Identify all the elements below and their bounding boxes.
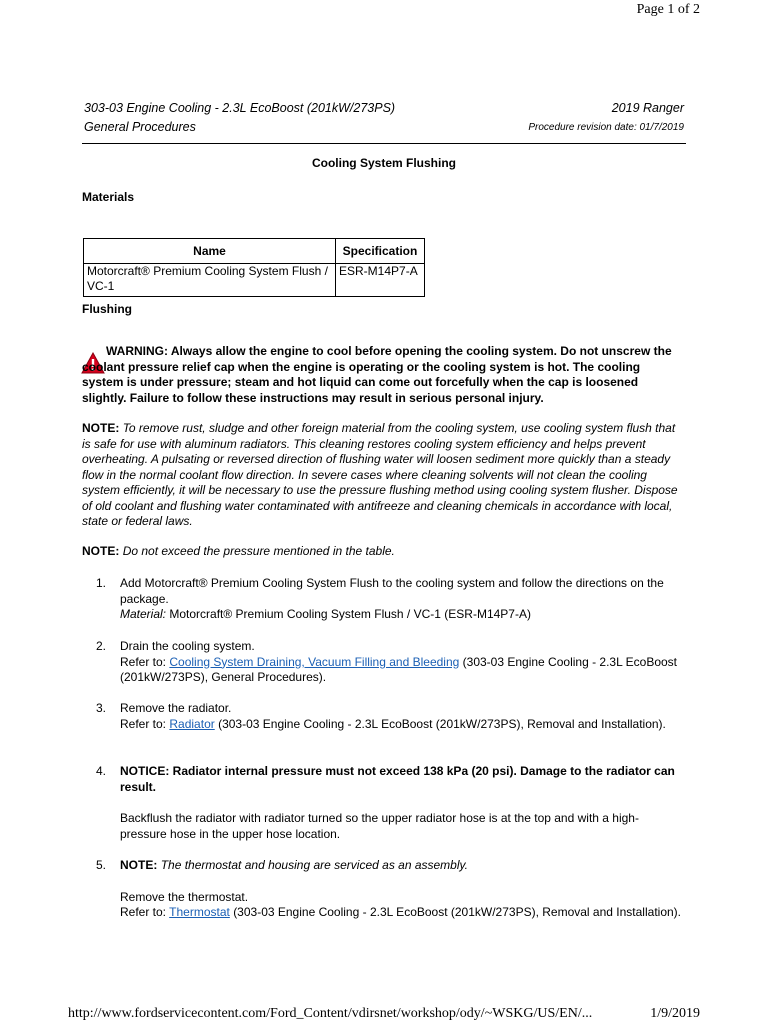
note-label: NOTE:: [82, 421, 120, 435]
material-name-cell: Motorcraft® Premium Cooling System Flush / VC-1: [84, 264, 336, 297]
refer-label: Refer to:: [120, 654, 167, 669]
footer-url: http://www.fordservicecontent.com/Ford_Content/vdirsnet/workshop/ody/~WSKG/US/EN/...: [68, 1006, 593, 1021]
table-row: [84, 264, 425, 297]
note-label: NOTE:: [82, 544, 120, 558]
header-section: 303-03 Engine Cooling - 2.3L EcoBoost (201kW/273PS): [84, 101, 396, 115]
reference-link-radiator[interactable]: Radiator: [169, 716, 215, 731]
header-vehicle: 2019 Ranger: [611, 101, 684, 115]
step-text: Drain the cooling system.: [120, 639, 255, 653]
step-number: 5.: [96, 858, 107, 872]
refer-label: Refer to:: [120, 716, 167, 731]
step-material: [120, 607, 682, 623]
step-number: 4.: [96, 764, 107, 778]
reference-link-draining[interactable]: Cooling System Draining, Vacuum Filling and Bleeding: [169, 654, 460, 669]
column-header-name: Name: [84, 239, 336, 264]
procedure-step: [96, 576, 682, 623]
refer-label: Refer to:: [120, 905, 167, 919]
warning-label: WARNING:: [106, 344, 168, 358]
column-header-specification: Specification: [336, 239, 425, 264]
step-note: [120, 858, 682, 874]
step-reference: [120, 905, 682, 921]
warning-block: [82, 344, 682, 406]
material-value: Motorcraft® Premium Cooling System Flush / VC-1 (ESR-M14P7-A): [169, 607, 531, 621]
header-divider: [82, 143, 686, 144]
note-text: To remove rust, sludge and other foreign material from the cooling system, use cooling system flush that is safe for use with aluminum radiators. This cleaning restores cooling system efficiency and helps prevent overheating. A pulsating or reversed direction of flushing water will loosen sediment more quickly than a steady flow in the normal coolant flow direction. In severe cases where cleaning solvents will not clean the cooling system efficiently, it will be necessary to use the pressure flushing method using cooling system flusher. Dispose of old coolant and flushing water contaminated with antifreeze and cleaning chemicals in accordance with local, state or federal laws.: [82, 421, 678, 528]
step-reference: [120, 655, 682, 686]
footer-date: 1/9/2019: [650, 1006, 700, 1021]
step-reference: [120, 717, 682, 733]
step-notice: NOTICE: Radiator internal pressure must not exceed 138 kPa (20 psi). Damage to the radiator can result.: [120, 764, 675, 794]
procedure-step: [96, 858, 682, 921]
note-label: NOTE:: [120, 858, 158, 872]
note-block: [82, 421, 682, 530]
step-number: 1.: [96, 576, 107, 590]
reference-context: (303-03 Engine Cooling - 2.3L EcoBoost (201kW/273PS), Removal and Installation).: [233, 905, 681, 919]
step-text: Backflush the radiator with radiator turned so the upper radiator hose is at the top and with a high-pressure hose in the upper hose location.: [120, 811, 639, 841]
procedure-step: [96, 764, 682, 842]
note-text: The thermostat and housing are serviced as an assembly.: [160, 858, 468, 872]
header-revision-date: Procedure revision date: 01/7/2019: [528, 122, 684, 133]
page-number: Page 1 of 2: [636, 2, 700, 17]
step-text: Remove the thermostat.: [120, 889, 249, 904]
header-subsection: General Procedures: [84, 120, 196, 134]
step-text: Remove the radiator.: [120, 701, 232, 715]
document-title: Cooling System Flushing: [311, 156, 456, 170]
note-text: Do not exceed the pressure mentioned in the table.: [122, 544, 395, 558]
flushing-heading: Flushing: [82, 302, 132, 316]
step-text: Add Motorcraft® Premium Cooling System Flush to the cooling system and follow the directions on the package.: [120, 576, 664, 606]
material-spec-cell: ESR-M14P7-A: [336, 264, 425, 297]
procedure-step: [96, 639, 682, 686]
warning-text: Always allow the engine to cool before opening the cooling system. Do not unscrew the coolant pressure relief cap when the engine is operating or the cooling system is hot. The cooling system is under pressure; steam and hot liquid can come out forcefully when the cap is loosened slightly. Failure to follow these instructions may result in serious personal injury.: [82, 344, 672, 405]
reference-context: (303-03 Engine Cooling - 2.3L EcoBoost (201kW/273PS), Removal and Installation).: [218, 716, 666, 731]
reference-context: (303-03 Engine Cooling - 2.3L EcoBoost (201kW/273PS), General Procedures).: [120, 654, 678, 684]
step-number: 2.: [96, 639, 107, 653]
reference-link-thermostat[interactable]: Thermostat: [169, 905, 230, 919]
material-label: Material:: [120, 607, 167, 621]
materials-table: [83, 238, 425, 297]
materials-heading: Materials: [82, 190, 135, 204]
table-header-row: [84, 239, 425, 264]
note-block: [82, 544, 682, 560]
procedure-step: [96, 701, 682, 732]
step-number: 3.: [96, 701, 107, 715]
